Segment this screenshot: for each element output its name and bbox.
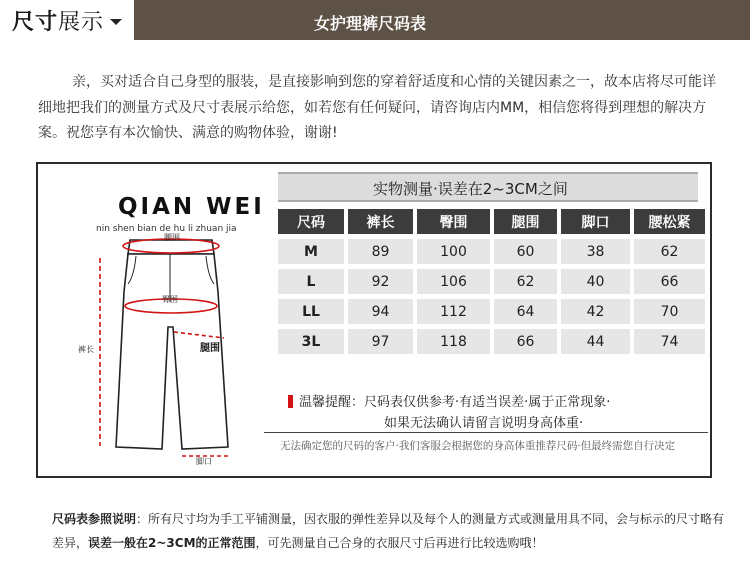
table-cell: 97 [348, 329, 413, 354]
note-text: 无法确定您的尺码的客户·我们客服会根据您的身高体重推荐尺码·但最终需您自行决定 [280, 440, 676, 452]
intro-paragraph: 亲，买对适合自己身型的服装，是直接影响到您的穿着舒适度和心情的关键因素之一，故本店将尽可能详细地把我们的测量方式及尺寸表展示给您，如若您有任何疑问，请咨询店内MM，相信您将得到理想的解决方案。祝您享有本次愉快、满意的购物体验，谢谢! [38, 74, 716, 141]
column-header: 臀围 [417, 209, 490, 234]
column-header: 尺码 [278, 209, 344, 234]
table-cell: LL [278, 299, 344, 324]
length-label: 裤长 [78, 345, 94, 354]
divider [264, 432, 708, 433]
tip-text: 温馨提醒：尺码表仅供参考·有适当误差·属于正常现象· [299, 395, 611, 410]
table-cell: L [278, 269, 344, 294]
footer-label: 尺码表参照说明 [52, 512, 137, 526]
column-header: 腰松紧 [634, 209, 705, 234]
table-cell: 118 [417, 329, 490, 354]
table-caption-bar [278, 172, 698, 202]
tab-title: 尺寸 [12, 9, 59, 35]
thigh-label: 腿围 [200, 343, 220, 354]
table-cell: 44 [561, 329, 630, 354]
footer-explanation [52, 507, 728, 555]
table-cell: 74 [634, 329, 705, 354]
size-chart-title: 女护理裤尺码表 [314, 14, 427, 33]
tip-text-2: 如果无法确认请留言说明身高体重· [384, 416, 584, 431]
table-cell: 66 [634, 269, 705, 294]
brand-name: QIAN WEI [118, 194, 265, 220]
column-header: 腿围 [494, 209, 557, 234]
table-cell: 94 [348, 299, 413, 324]
table-row [278, 269, 705, 294]
table-cell: 89 [348, 239, 413, 264]
table-cell: 92 [348, 269, 413, 294]
table-row [278, 239, 705, 264]
size-tab[interactable] [0, 0, 134, 40]
table-cell: 42 [561, 299, 630, 324]
column-header: 脚口 [561, 209, 630, 234]
size-chart-panel [36, 162, 712, 478]
header-bar [0, 0, 750, 40]
size-table [274, 204, 709, 359]
column-header: 裤长 [348, 209, 413, 234]
pants-diagram [78, 232, 268, 468]
hip-label: 臀围 [162, 295, 178, 304]
table-cell: 38 [561, 239, 630, 264]
hem-label: 脚口 [196, 457, 212, 466]
table-row [278, 329, 705, 354]
tip-box [288, 392, 704, 434]
brand-slogan: nin shen bian de hu li zhuan jia [96, 224, 237, 234]
table-cell: 60 [494, 239, 557, 264]
tab-subtitle: 展示 [58, 9, 105, 35]
table-cell: 112 [417, 299, 490, 324]
table-cell: 3L [278, 329, 344, 354]
table-cell: 70 [634, 299, 705, 324]
tip-marker [288, 395, 293, 408]
table-row [278, 299, 705, 324]
footer-text-end: ，可先测量自己合身的衣服尺寸后再进行比较选购哦！ [255, 536, 544, 550]
footer-text: ：所有尺寸均为手工平铺测量，因衣服的弹性差异以及每个人的测量方式或测量用具不同，会与标示的尺寸略有差异， [52, 512, 725, 550]
table-header-row [278, 209, 705, 234]
table-caption: 实物测量·误差在2~3CM之间 [373, 180, 568, 198]
chevron-down-icon [110, 19, 122, 25]
table-cell: 66 [494, 329, 557, 354]
table-cell: M [278, 239, 344, 264]
table-cell: 40 [561, 269, 630, 294]
waist-label: 腰围 [164, 233, 180, 242]
table-cell: 64 [494, 299, 557, 324]
table-cell: 62 [634, 239, 705, 264]
table-cell: 62 [494, 269, 557, 294]
footer-emphasis: 误差一般在2~3CM的正常范围 [88, 536, 256, 550]
table-cell: 106 [417, 269, 490, 294]
table-cell: 100 [417, 239, 490, 264]
